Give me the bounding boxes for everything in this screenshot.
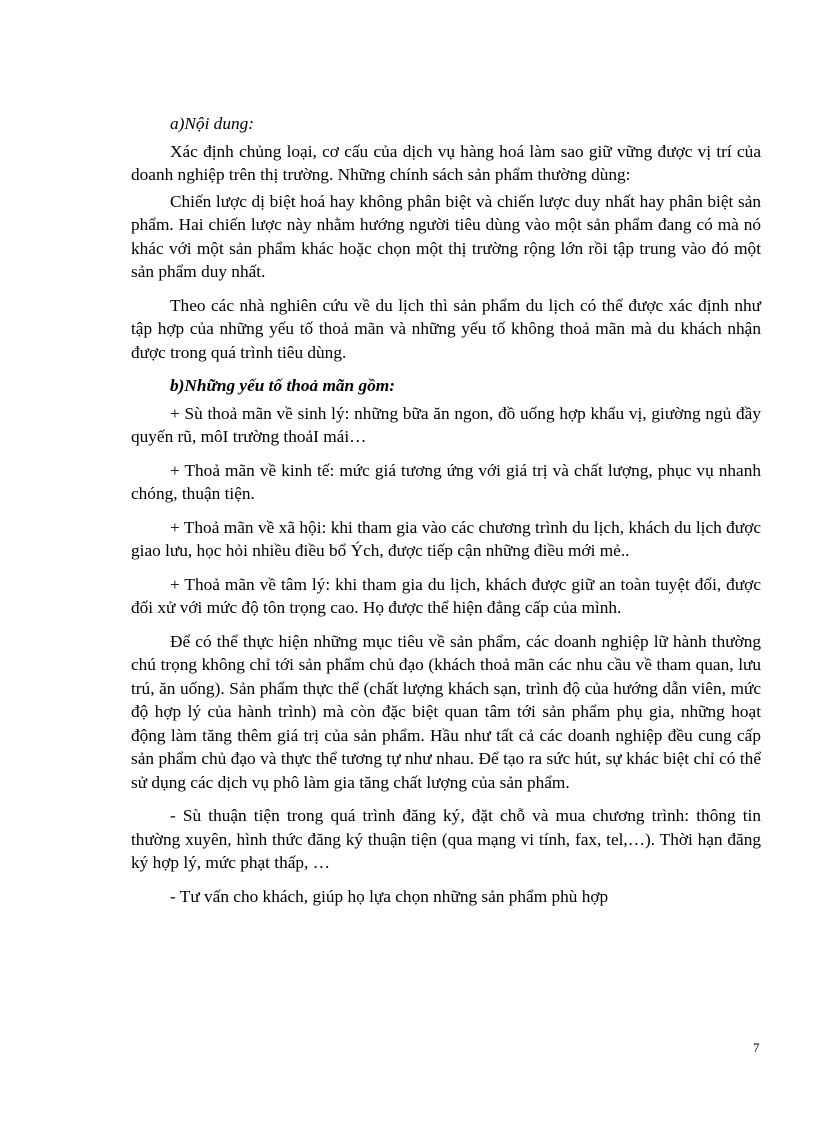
paragraph-economic: + Thoả mãn về kinh tế: mức giá tương ứng với giá trị và chất lượng, phục vụ nhanh chóng, thuận tiện. <box>131 460 761 503</box>
paragraph-product-goals: Để có thể thực hiện những mục tiêu về sản phẩm, các doanh nghiệp lữ hành thường chú trọng không chỉ tới sản phẩm chủ đạo (khách thoả mãn các nhu cầu về tham quan, lưu trú, ăn uống). Sản phẩm thực thể (chất lượng khách sạn, trình độ của hướng dẫn viên, mức độ hợp lý của hành trình) mà còn đặc biệt quan tâm tới sản phẩm phụ gia, những hoạt động làm tăng thêm giá trị của sản phẩm. Hầu như tất cả các doanh nghiệp đều cung cấp sản phẩm chủ đạo và thực thể tương tự như nhau. Để tạo ra sức hút, sự khác biệt chỉ có thể sử dụng các dịch vụ phô làm gia tăng chất lượng của sản phẩm. <box>131 631 761 792</box>
page-number: 7 <box>753 1040 760 1055</box>
paragraph-psychological: + Thoả mãn về tâm lý: khi tham gia du lịch, khách được giữ an toàn tuyệt đối, được đối xử với mức độ tôn trọng cao. Họ được thể hiện đẳng cấp của mình. <box>131 574 761 617</box>
heading-satisfaction-factors: b)Những yếu tố thoả mãn gồm: <box>170 376 395 395</box>
heading-content: a)Nội dung: <box>170 114 255 133</box>
paragraph-tourism-product: Theo các nhà nghiên cứu về du lịch thì sản phẩm du lịch có thể được xác định như tập hợp của những yếu tố thoả mãn và những yếu tố không thoả mãn mà du khách nhận được trong quá trình tiêu dùng. <box>131 295 761 362</box>
paragraph-consulting: - Tư vấn cho khách, giúp họ lựa chọn những sản phẩm phù hợp <box>170 886 609 906</box>
paragraph-product-types: Xác định chủng loại, cơ cấu của dịch vụ hàng hoá làm sao giữ vững được vị trí của doanh nghiệp trên thị trường. Những chính sách sản phẩm thường dùng: <box>131 141 761 184</box>
document-body <box>131 112 761 918</box>
paragraph-strategy: Chiến lược dị biệt hoá hay không phân biệt và chiến lược duy nhất hay phân biệt sản phẩm. Hai chiến lược này nhằm hướng người tiêu dùng vào một sản phẩm đang có mà nó khác với một sản phẩm khác hoặc chọn một thị trường rộng lớn rồi tập trung vào đó một sản phẩm duy nhất. <box>131 191 761 281</box>
paragraph-social: + Thoả mãn về xã hội: khi tham gia vào các chương trình du lịch, khách du lịch được giao lưu, học hỏi nhiều điều bổ Ých, được tiếp cận những điều mới mẻ.. <box>131 517 761 560</box>
paragraph-physiological: + Sù thoả mãn về sinh lý: những bữa ăn ngon, đồ uống hợp khẩu vị, giường ngủ đầy quyến rũ, môI trường thoảI mái… <box>131 403 761 446</box>
paragraph-convenience: - Sù thuận tiện trong quá trình đăng ký, đặt chỗ và mua chương trình: thông tin thường xuyên, hình thức đăng ký thuận tiện (qua mạng vi tính, fax, tel,…). Thời hạn đăng ký hợp lý, mức phạt thấp, … <box>131 806 761 872</box>
